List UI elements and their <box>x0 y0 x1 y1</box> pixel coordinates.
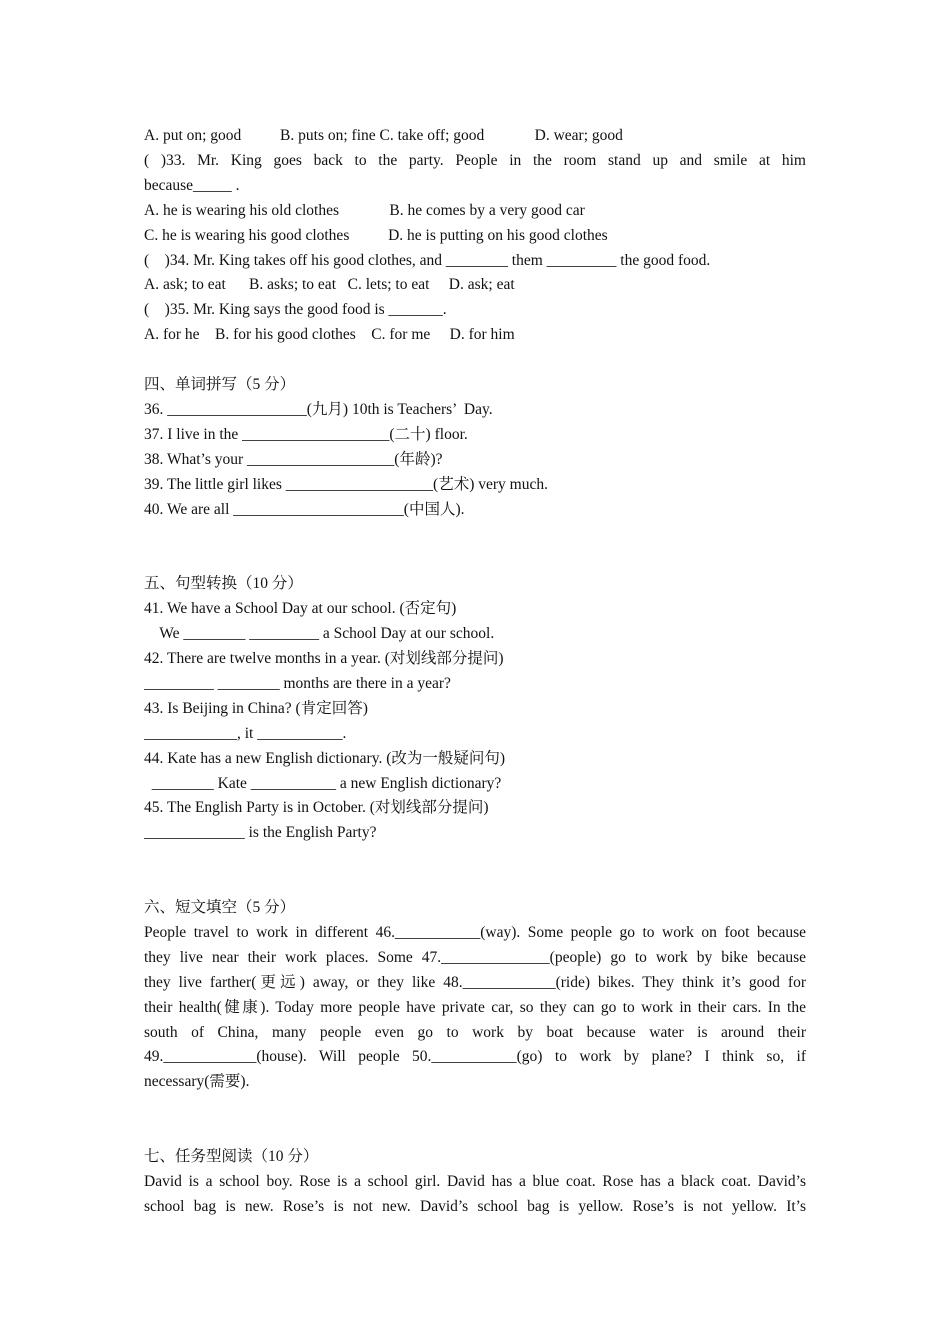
section-5-line: 43. Is Beijing in China? (肯定回答) <box>144 699 368 717</box>
section-5-line: ____________, it ___________. <box>144 724 347 742</box>
section-5-line: 42. There are twelve months in a year. (对划线部分提问) <box>144 650 504 667</box>
section-5-line: ________ Kate ___________ a new English dictionary? <box>144 774 502 792</box>
section-6-passage-line: they live farther(更远) away, or they like 48.____________(ride) bikes. They think it’s good for <box>144 973 806 991</box>
section-4-item: 39. The little girl likes ___________________(艺术) very much. <box>144 475 548 493</box>
exam-page <box>144 124 806 1220</box>
q32-options: A. put on; good B. puts on; fine C. take off; good D. wear; good <box>144 127 623 144</box>
section-4-item: 40. We are all ______________________(中国人). <box>144 500 465 518</box>
section-6-passage-line: they live near their work places. Some 47.______________(people) go to work by bike because <box>144 948 806 966</box>
section-5-line: _________ ________ months are there in a year? <box>144 674 451 692</box>
q35-stem: ( )35. Mr. King says the good food is _______. <box>144 301 447 319</box>
section-5-line: 44. Kate has a new English dictionary. (改为一般疑问句) <box>144 749 506 767</box>
q35-options: A. for he B. for his good clothes C. for me D. for him <box>144 326 515 344</box>
section-6-heading: 六、短文填空（5 分） <box>144 899 296 917</box>
section-4-item: 38. What’s your ___________________(年龄)? <box>144 450 443 468</box>
section-4-item: 36. __________________(九月) 10th is Teachers’ Day. <box>144 400 493 418</box>
section-4-item: 37. I live in the ___________________(二十) floor. <box>144 425 468 443</box>
section-6-passage-last-line: necessary(需要). <box>144 1073 250 1091</box>
q34-stem: ( )34. Mr. King takes off his good clothes, and ________ them _________ the good food. <box>144 251 711 269</box>
q34-options: A. ask; to eat B. asks; to eat C. lets; to eat D. ask; eat <box>144 276 515 294</box>
section-7-passage-line: David is a school boy. Rose is a school girl. David has a blue coat. Rose has a black coat. David’s <box>144 1173 806 1190</box>
section-7-passage-line: school bag is new. Rose’s is not new. David’s school bag is yellow. Rose’s is not yellow. It’s <box>144 1197 806 1215</box>
section-6-passage-line: 49.____________(house). Will people 50.___________(go) to work by plane? I think so, if <box>144 1048 806 1066</box>
section-7-heading: 七、任务型阅读（10 分） <box>144 1148 319 1166</box>
section-5-line: 45. The English Party is in October. (对划线部分提问) <box>144 799 489 817</box>
section-5-line: 41. We have a School Day at our school. (否定句) <box>144 600 457 618</box>
section-5-line: We ________ _________ a School Day at our school. <box>144 625 495 643</box>
q33-options-cd: C. he is wearing his good clothes D. he is putting on his good clothes <box>144 226 608 244</box>
section-5-heading: 五、句型转换（10 分） <box>144 575 303 593</box>
q33-stem-line-1: ( )33. Mr. King goes back to the party. People in the room stand up and smile at him <box>144 151 806 169</box>
q33-stem-line-2: because_____ . <box>144 176 240 194</box>
section-6-passage-line: their health(健康). Today more people have private car, so they can go to work in their cars. In the <box>144 998 806 1016</box>
q33-options-ab: A. he is wearing his old clothes B. he comes by a very good car <box>144 201 585 219</box>
section-6-passage-line: south of China, many people even go to work by boat because water is around their <box>144 1023 806 1041</box>
section-6-passage-line: People travel to work in different 46.___________(way). Some people go to work on foot because <box>144 923 806 941</box>
section-4-heading: 四、单词拼写（5 分） <box>144 376 296 394</box>
section-5-line: _____________ is the English Party? <box>144 824 377 842</box>
